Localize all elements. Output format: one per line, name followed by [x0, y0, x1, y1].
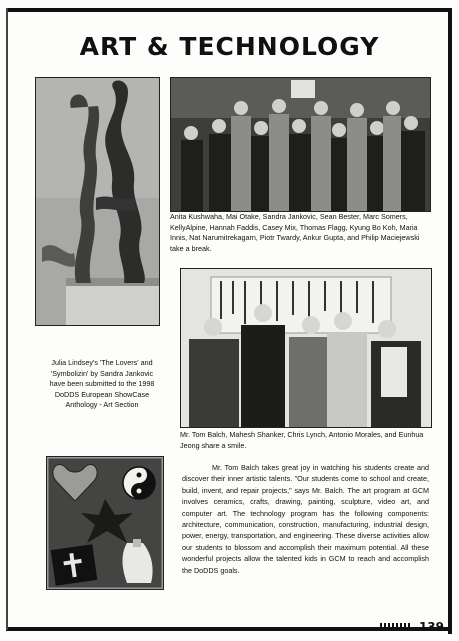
technology-class-photo	[180, 268, 432, 428]
sculpture-caption: Julia Lindsey's 'The Lovers' and 'Symbolizin' by Sandra Jankovic have been submitted to the 1998 DoDDS European ShowCase Anthology - Art Section	[49, 358, 155, 409]
article-body-text: Mr. Tom Balch takes great joy in watching his students create and discover their inner artistic talents. "Our students come to school and create, build, invent, and repair projects," says Mr. Balch. The art program at GCM involves ceramics, crafts, drawing, painting, sculpture, video art, and computer art. The technology program has the following components: architecture, communication, construction, manufacturing, industrial design, power, energy, transportation, and engineering. These diverse activities allow our students to blossom and accomplish their maximum potential. All these wonderful projects allow the talented kids in GCM to reach and accomplish the DoDDS goals.	[182, 463, 429, 575]
student-group-image	[171, 78, 430, 211]
sculpture-image	[36, 78, 159, 325]
page-number-stripes	[380, 623, 410, 631]
group-photo-caption: Anita Kushwaha, Mai Otake, Sandra Jankovic, Sean Bester, Marc Somers, KellyAlpine, Hannah Faddis, Casey Mix, Thomas Flagg, Kyung Bo Koh, Maria Innis, Nat Narumitrekagarn, Piotr Twardy, Ankur Gupta, and Philip Maciejewski take a break.	[170, 212, 420, 253]
art-collage-photo	[46, 456, 164, 590]
page-number: 139	[418, 620, 444, 634]
student-group-photo	[170, 77, 431, 212]
left-border	[6, 8, 8, 630]
page-title: ART & TECHNOLOGY	[79, 32, 380, 61]
sculpture-photo	[35, 77, 160, 326]
technology-class-image	[181, 269, 431, 427]
right-border	[448, 8, 452, 634]
technology-photo-caption: Mr. Tom Balch, Mahesh Shanker, Chris Lynch, Antonio Morales, and Eunhua Jeong share a smile.	[180, 430, 424, 450]
top-border	[6, 8, 452, 12]
article-body	[182, 462, 429, 576]
art-collage-image	[47, 457, 163, 589]
